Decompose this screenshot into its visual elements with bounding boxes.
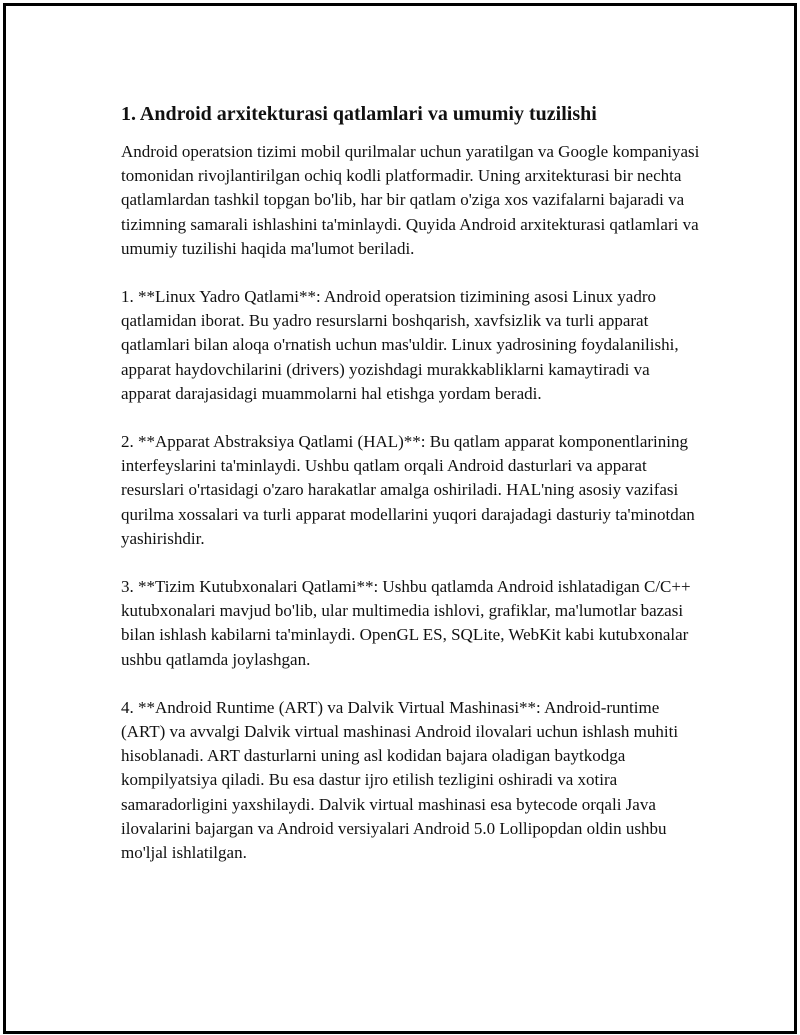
- hal-paragraph: 2. **Apparat Abstraksiya Qatlami (HAL)**: Bu qatlam apparat komponentlarining interfeyslarini ta'minlaydi. Ushbu qatlam orqali Android dasturlari va apparat resurslari o'rtasidagi o'zaro harakatlar amalga oshiriladi. HAL'ning asosiy vazifasi qurilma xossalari va turli apparat modellarini yuqori darajadagi dasturiy ta'minotdan yashirishdir.: [121, 432, 695, 548]
- linux-kernel-paragraph: 1. **Linux Yadro Qatlami**: Android operatsion tizimining asosi Linux yadro qatlamidan iborat. Bu yadro resurslarni boshqarish, xavfsizlik va turli apparat qatlamlari bilan aloqa o'rnatish uchun mas'uldir. Linux yadrosining foydalanilishi, apparat haydovchilarini (drivers) yozishdagi murakkabliklarni kamaytiradi va apparat darajasidagi muammolarni hal etishga yordam beradi.: [121, 287, 679, 403]
- page-frame: [3, 3, 797, 1034]
- android-runtime-paragraph: 4. **Android Runtime (ART) va Dalvik Virtual Mashinasi**: Android-runtime (ART) va avvalgi Dalvik virtual mashinasi Android ilovalari uchun ishlash muhiti hisoblanadi. ART dasturlarni uning asl kodidan bajara oladigan baytkodga kompilyatsiya qiladi. Bu esa dastur ijro etilish tezligini oshiradi va xotira samaradorligini yaxshilaydi. Dalvik virtual mashinasi esa bytecode orqali Java ilovalarini bajargan va Android versiyalari Android 5.0 Lollipopdan oldin ushbu mo'ljal ishlatilgan.: [121, 697, 679, 863]
- document-title: 1. Android arxitekturasi qatlamlari va umumiy tuzilishi: [121, 103, 597, 125]
- system-libraries-paragraph: 3. **Tizim Kutubxonalari Qatlami**: Ushbu qatlamda Android ishlatadigan C/C++ kutubxonalari mavjud bo'lib, ular multimedia ishlovi, grafiklar, ma'lumotlar bazasi bilan ishlash kabilarni ta'minlaydi. OpenGL ES, SQLite, WebKit kabi kutubxonalar ushbu qatlamda joylashgan.: [121, 577, 691, 669]
- intro-paragraph: Android operatsion tizimi mobil qurilmalar uchun yaratilgan va Google kompaniyasi tomonidan rivojlantirilgan ochiq kodli platformadir. Uning arxitekturasi bir nechta qatlamlardan tashkil topgan bo'lib, har bir qatlam o'ziga xos vazifalarni bajaradi va tizimning samarali ishlashini ta'minlaydi. Quyida Android arxitekturasi qatlamlari va umumiy tuzilishi haqida ma'lumot beriladi.: [121, 142, 700, 258]
- document-body: [121, 101, 701, 889]
